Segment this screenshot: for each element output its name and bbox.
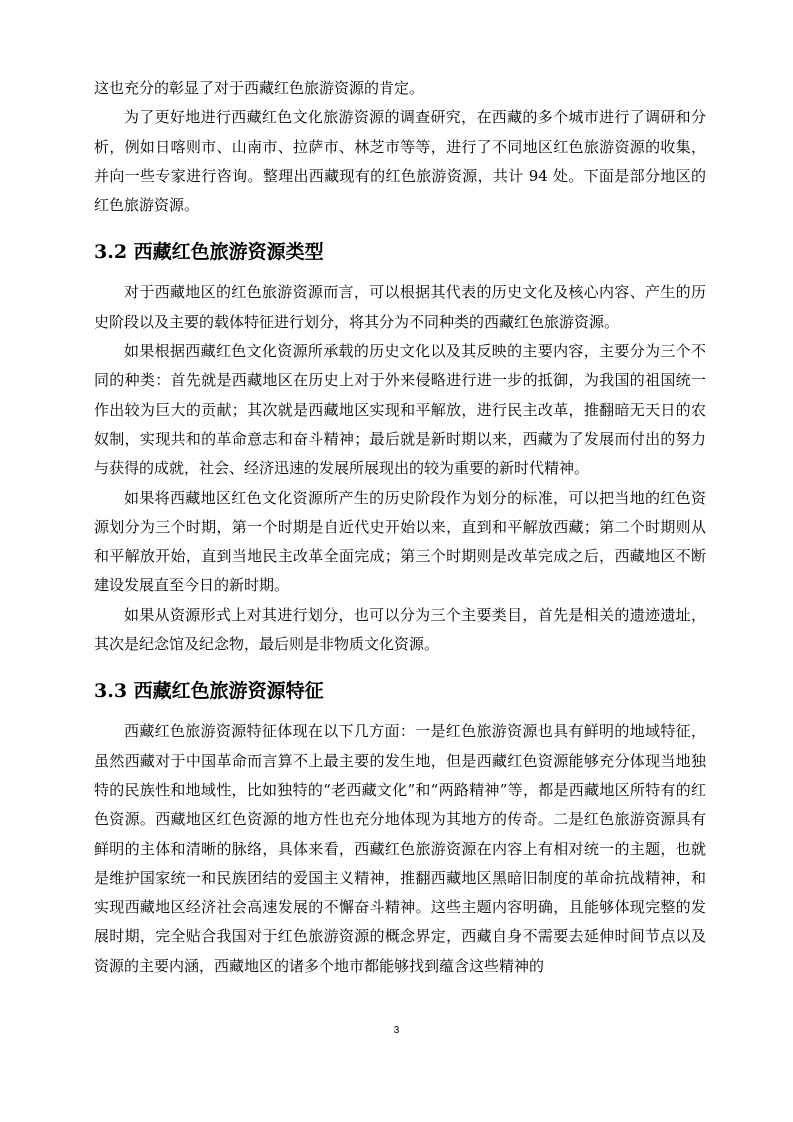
paragraph-continuation: 这也充分的彰显了对于西藏红色旅游资源的肯定。 <box>94 79 425 97</box>
section-heading-3-2: 3.2 西藏红色旅游资源类型 <box>94 241 324 264</box>
section-heading-3-3: 3.3 西藏红色旅游资源特征 <box>94 680 324 703</box>
page-body <box>94 74 706 981</box>
paragraph-types-by-period: 如果将西藏地区红色文化资源所产生的历史阶段作为划分的标准，可以把当地的红色资源划分为三个时期，第一个时期是自近代史开始以来，直到和平解放西藏；第二个时期则从和平解放开始，直到当地民主改革全面完成；第三个时期则是改革完成之后，西藏地区不断建设发展直至今日的新时期。 <box>94 488 706 595</box>
paragraph-research-survey: 为了更好地进行西藏红色文化旅游资源的调查研究，在西藏的多个城市进行了调研和分析，例如日喀则市、山南市、拉萨市、林芝市等等，进行了不同地区红色旅游资源的收集，并向一些专家进行咨询。整理出西藏现有的红色旅游资源，共计 94 处。下面是部分地区的红色旅游资源。 <box>94 108 706 215</box>
paragraph-types-intro: 对于西藏地区的红色旅游资源而言，可以根据其代表的历史文化及核心内容、产生的历史阶段以及主要的载体特征进行划分，将其分为不同种类的西藏红色旅游资源。 <box>94 283 706 331</box>
paragraph-types-by-content: 如果根据西藏红色文化资源所承载的历史文化以及其反映的主要内容，主要分为三个不同的种类：首先就是西藏地区在历史上对于外来侵略进行进一步的抵御，为我国的祖国统一作出较为巨大的贡献；其次就是西藏地区实现和平解放，进行民主改革，推翻暗无天日的农奴制，实现共和的革命意志和奋斗精神；最后就是新时期以来，西藏为了发展而付出的努力与获得的成就，社会、经济迅速的发展所展现出的较为重要的新时代精神。 <box>94 342 706 478</box>
paragraph-types-by-form: 如果从资源形式上对其进行划分，也可以分为三个主要类目，首先是相关的遗迹遗址，其次是纪念馆及纪念物，最后则是非物质文化资源。 <box>94 605 706 654</box>
page-number: 3 <box>393 1025 400 1036</box>
paragraph-characteristics: 西藏红色旅游资源特征体现在以下几方面：一是红色旅游资源也具有鲜明的地域特征，虽然西藏对于中国革命而言算不上最主要的发生地，但是西藏红色资源能够充分体现当地独特的民族性和地域性，比如独特的“老西藏文化”和“两路精神”等，都是西藏地区所特有的红色资源。西藏地区红色资源的地方性也充分地体现为其地方的传奇。二是红色旅游资源具有鲜明的主体和清晰的脉络，具体来看，西藏红色旅游资源在内容上有相对统一的主题，也就是维护国家统一和民族团结的爱国主义精神，推翻西藏地区黑暗旧制度的革命抗战精神，和实现西藏地区经济社会高速发展的不懈奋斗精神。这些主题内容明确，且能够体现完整的发展时期，完全贴合我国对于红色旅游资源的概念界定，西藏自身不需要去延伸时间节点以及资源的主要内涵，西藏地区的诸多个地市都能够找到蕴含这些精神的 <box>94 722 706 975</box>
